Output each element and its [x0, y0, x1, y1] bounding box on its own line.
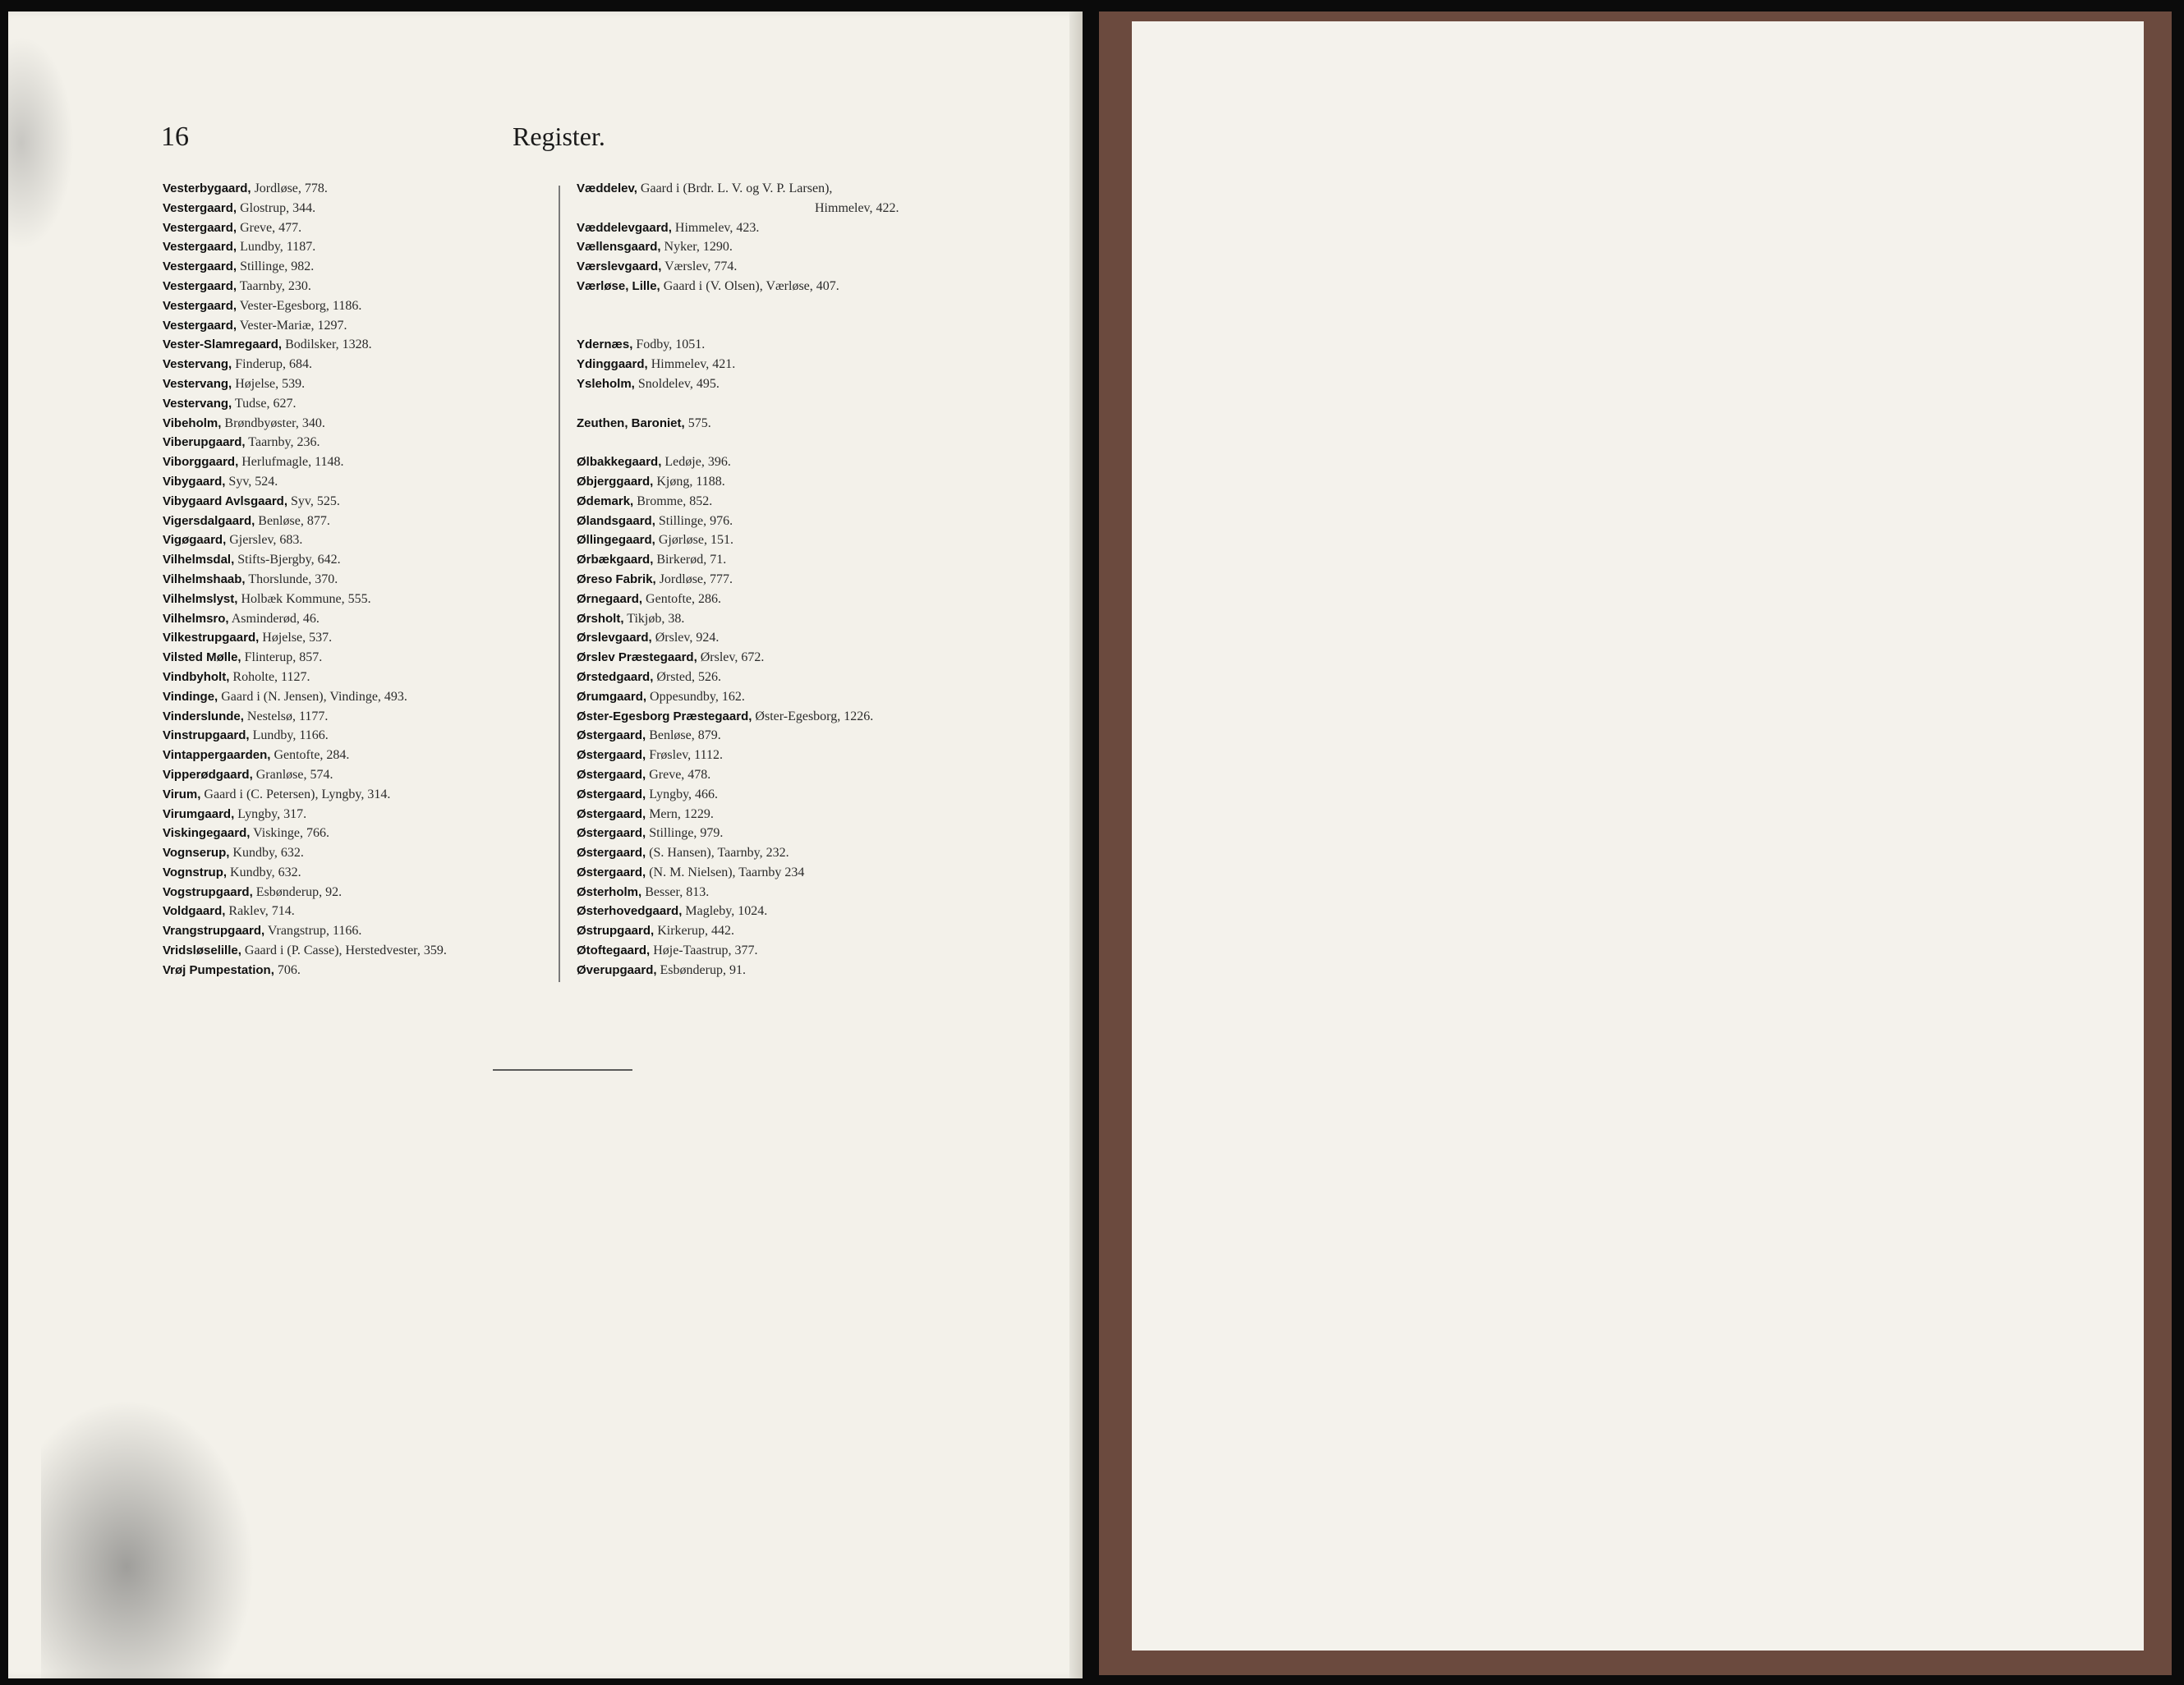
register-entry: [577, 824, 899, 843]
entry-name: Øtoftegaard,: [577, 944, 651, 958]
register-entry: [163, 492, 447, 512]
entry-location: Gaard i (C. Petersen), Lyngby, 314.: [200, 787, 391, 801]
register-entry: [163, 237, 447, 257]
entry-location: Mern, 1229.: [646, 806, 714, 821]
entry-spacer: [577, 296, 899, 316]
entry-location: Jordløse, 778.: [251, 181, 328, 195]
register-entry: [163, 668, 447, 687]
entry-name: Øreso Fabrik,: [577, 572, 656, 586]
entry-location: Stifts-Bjergby, 642.: [234, 553, 341, 567]
entry-name: Vibygaard,: [163, 474, 226, 489]
entry-name: Østergaard,: [577, 846, 646, 861]
entry-name: Østergaard,: [577, 767, 646, 782]
register-entry: [577, 570, 899, 590]
register-entry: [163, 785, 447, 805]
register-entry: [577, 726, 899, 746]
register-entry: [577, 277, 899, 296]
entry-location: Oppesundby, 162.: [646, 689, 745, 704]
entry-location: Esbønderup, 92.: [252, 884, 343, 899]
entry-location: Birkerød, 71.: [653, 553, 727, 567]
entry-location: Tudse, 627.: [232, 396, 297, 411]
entry-name: Vindinge,: [163, 689, 218, 704]
entry-location: Lyngby, 466.: [646, 787, 719, 801]
entry-name: Værløse, Lille,: [577, 278, 660, 293]
register-entry: [577, 530, 899, 550]
register-entry: [577, 746, 899, 765]
register-entry: [163, 335, 447, 355]
entry-name: Vester-Slamregaard,: [163, 337, 283, 352]
entry-location: 575.: [684, 416, 711, 430]
entry-name: Øverupgaard,: [577, 962, 657, 977]
register-entry: [163, 746, 447, 765]
entry-name: Vigersdalgaard,: [163, 513, 255, 528]
entry-spacer: [577, 433, 899, 452]
register-entry: [163, 590, 447, 609]
entry-name: Vestervang,: [163, 357, 232, 372]
entry-name: Vognserup,: [163, 846, 230, 861]
entry-name: Vogstrupgaard,: [163, 884, 253, 899]
entry-name: Vestergaard,: [163, 298, 237, 313]
register-entry: [163, 609, 447, 629]
entry-location: Vrangstrup, 1166.: [264, 924, 362, 939]
entry-location: Bodilsker, 1328.: [282, 337, 372, 352]
entry-name: Zeuthen, Baroniet,: [577, 416, 685, 430]
entry-location: Taarnby, 230.: [237, 278, 311, 293]
register-entry: [577, 550, 899, 570]
entry-location: Snoldelev, 495.: [634, 376, 720, 391]
entry-name: Østergaard,: [577, 865, 646, 879]
entry-name: Vilhelmslyst,: [163, 591, 238, 606]
entry-location: Taarnby, 236.: [245, 435, 320, 450]
register-entry: [163, 863, 447, 883]
register-column-left: [163, 179, 447, 980]
entry-name: Vrangstrupgaard,: [163, 924, 265, 939]
entry-name: Vinstrupgaard,: [163, 728, 250, 743]
register-entry: [577, 941, 899, 961]
register-entry: [163, 902, 447, 921]
register-entry: [577, 805, 899, 824]
entry-name: Virum,: [163, 787, 201, 801]
register-entry: [163, 550, 447, 570]
entry-name: Viborggaard,: [163, 455, 239, 470]
scan-smudge-bottom: [41, 1399, 255, 1678]
entry-location: Flinterup, 857.: [241, 650, 323, 665]
register-entry: [163, 941, 447, 961]
register-entry: [163, 628, 447, 648]
register-entry: [163, 374, 447, 394]
entry-location: Ørsted, 526.: [653, 669, 722, 684]
register-entry: [163, 199, 447, 218]
entry-location: Stillinge, 976.: [655, 513, 733, 528]
entry-location: Magleby, 1024.: [682, 904, 768, 919]
entry-location: Kundby, 632.: [227, 865, 301, 879]
entry-location: Kirkerup, 442.: [654, 924, 734, 939]
entry-name: Østergaard,: [577, 748, 646, 763]
entry-location: Højelse, 537.: [259, 631, 333, 645]
entry-name: Østrupgaard,: [577, 924, 655, 939]
entry-location: Raklev, 714.: [225, 904, 295, 919]
page-title: Register.: [513, 122, 605, 151]
entry-location: Gaard i (V. Olsen), Værløse, 407.: [660, 278, 839, 293]
entry-location: Besser, 813.: [641, 884, 710, 899]
entry-location: Vester-Mariæ, 1297.: [237, 318, 347, 333]
entry-name: Vestervang,: [163, 396, 232, 411]
entry-name: Vilhelmsdal,: [163, 553, 235, 567]
register-entry: [577, 707, 899, 727]
register-entry: [163, 296, 447, 316]
register-entry: [163, 472, 447, 492]
register-entry: [577, 414, 899, 434]
register-entry: [577, 257, 899, 277]
entry-name: Væddelevgaard,: [577, 220, 672, 235]
register-entry: [577, 961, 899, 980]
register-entry: [577, 237, 899, 257]
entry-location: Vester-Egesborg, 1186.: [237, 298, 362, 313]
entry-name: Øllingegaard,: [577, 533, 655, 548]
register-entry: [163, 257, 447, 277]
column-divider: [559, 186, 560, 982]
entry-name: Ørstedgaard,: [577, 669, 654, 684]
entry-location: Viskinge, 766.: [250, 826, 329, 841]
entry-name: Viberupgaard,: [163, 435, 246, 450]
entry-name: Vestergaard,: [163, 220, 237, 235]
register-entry: [577, 609, 899, 629]
entry-name: Ørslevgaard,: [577, 631, 652, 645]
register-entry: [163, 805, 447, 824]
entry-location: (S. Hansen), Taarnby, 232.: [646, 846, 789, 861]
entry-location: Thorslunde, 370.: [245, 572, 338, 586]
scan-smudge-top: [8, 36, 74, 250]
entry-location: Brøndbyøster, 340.: [221, 416, 325, 430]
register-entry: [577, 355, 899, 374]
entry-name: Vesterbygaard,: [163, 181, 251, 195]
entry-name: Østergaard,: [577, 728, 646, 743]
register-entry: [577, 492, 899, 512]
entry-name: Vibeholm,: [163, 416, 222, 430]
entry-location: Højelse, 539.: [232, 376, 306, 391]
entry-location: Frøslev, 1112.: [646, 748, 723, 763]
register-entry: [163, 316, 447, 336]
entry-name: Vognstrup,: [163, 865, 228, 879]
entry-name: Vintappergaarden,: [163, 748, 271, 763]
entry-location: Granløse, 574.: [252, 767, 333, 782]
register-entry: [577, 335, 899, 355]
entry-name: Vigøgaard,: [163, 533, 227, 548]
entry-location: Esbønderup, 91.: [656, 962, 746, 977]
right-page-cover: [1099, 11, 2172, 1675]
entry-name: Ørumgaard,: [577, 689, 647, 704]
register-entry: [577, 863, 899, 883]
register-entry: [163, 512, 447, 531]
entry-location: Ørslev, 924.: [651, 631, 720, 645]
register-entry: [163, 570, 447, 590]
entry-name: Vipperødgaard,: [163, 767, 253, 782]
register-entry: [163, 218, 447, 238]
register-entry: [163, 530, 447, 550]
entry-location: Syv, 524.: [225, 474, 278, 489]
register-entry: [577, 648, 899, 668]
register-entry: [577, 785, 899, 805]
entry-location: Himmelev, 423.: [671, 220, 760, 235]
register-entry: [163, 355, 447, 374]
register-column-right: [577, 179, 899, 980]
entry-location: Herlufmagle, 1148.: [238, 455, 344, 470]
register-entry: [163, 883, 447, 902]
entry-location: Glostrup, 344.: [237, 200, 316, 215]
entry-name: Øbjerggaard,: [577, 474, 654, 489]
entry-name: Vibygaard Avlsgaard,: [163, 494, 288, 508]
entry-name: Vilhelmsro,: [163, 611, 229, 626]
entry-name: Ørnegaard,: [577, 591, 643, 606]
entry-location: Øster-Egesborg, 1226.: [752, 709, 874, 723]
register-entry: [577, 472, 899, 492]
register-entry: [163, 394, 447, 414]
entry-spacer: [577, 394, 899, 414]
entry-name: Østerhovedgaard,: [577, 904, 683, 919]
register-entry: [577, 199, 899, 218]
entry-location: Roholte, 1127.: [229, 669, 310, 684]
page-number: 16: [161, 122, 189, 152]
entry-name: Vinderslunde,: [163, 709, 244, 723]
entry-location: Fodby, 1051.: [632, 337, 706, 352]
entry-name: Vestergaard,: [163, 200, 237, 215]
entry-location: Værslev, 774.: [661, 259, 738, 274]
entry-location: Gentofte, 286.: [642, 591, 722, 606]
entry-name: Vællensgaard,: [577, 240, 661, 255]
entry-location: Ørslev, 672.: [697, 650, 765, 665]
register-entry: [577, 218, 899, 238]
entry-name: Øster-Egesborg Præstegaard,: [577, 709, 752, 723]
register-entry: [163, 277, 447, 296]
blank-page: [1132, 21, 2144, 1651]
register-entry: [577, 765, 899, 785]
register-entry: [163, 921, 447, 941]
entry-location: Bromme, 852.: [633, 494, 713, 508]
page-gutter: [1069, 11, 1083, 1678]
entry-name: Viskingegaard,: [163, 826, 251, 841]
entry-location: Stillinge, 982.: [237, 259, 315, 274]
entry-spacer: [577, 316, 899, 336]
entry-name: Vilsted Mølle,: [163, 650, 241, 665]
entry-name: Værslevgaard,: [577, 259, 662, 274]
entry-location: Benløse, 877.: [255, 513, 330, 528]
register-entry: [577, 179, 899, 199]
register-entry: [163, 433, 447, 452]
register-entry: [577, 374, 899, 394]
register-entry: [163, 687, 447, 707]
entry-location: Gaard i (N. Jensen), Vindinge, 493.: [218, 689, 407, 704]
entry-location: Gentofte, 284.: [270, 748, 350, 763]
register-entry: [577, 452, 899, 472]
register-entry: [163, 452, 447, 472]
entry-location: Asminderød, 46.: [228, 611, 320, 626]
entry-name: Vilhelmshaab,: [163, 572, 246, 586]
entry-name: Ørsholt,: [577, 611, 624, 626]
entry-location: Greve, 478.: [646, 767, 711, 782]
entry-name: Vindbyholt,: [163, 669, 230, 684]
register-entry: [163, 961, 447, 980]
entry-name: Virumgaard,: [163, 806, 235, 821]
register-entry: [577, 843, 899, 863]
entry-location: Gjerslev, 683.: [226, 533, 303, 548]
register-entry: [577, 668, 899, 687]
entry-location: Himmelev, 422.: [815, 200, 899, 215]
entry-name: Ørslev Præstegaard,: [577, 650, 697, 665]
register-entry: [577, 921, 899, 941]
register-entry: [577, 590, 899, 609]
entry-name: Vridsløselille,: [163, 944, 241, 958]
entry-name: Vilkestrupgaard,: [163, 631, 260, 645]
entry-name: Voldgaard,: [163, 904, 226, 919]
register-entry: [163, 414, 447, 434]
end-rule: [493, 1069, 632, 1071]
entry-location: Jordløse, 777.: [655, 572, 733, 586]
entry-location: Ledøje, 396.: [661, 455, 731, 470]
entry-location: Tikjøb, 38.: [623, 611, 685, 626]
entry-name: Ysleholm,: [577, 376, 635, 391]
entry-location: Nyker, 1290.: [660, 240, 733, 255]
entry-name: Ørbækgaard,: [577, 553, 654, 567]
register-entry: [577, 902, 899, 921]
register-entry: [577, 883, 899, 902]
entry-location: Kjøng, 1188.: [653, 474, 725, 489]
register-entry: [577, 628, 899, 648]
entry-name: Vrøj Pumpestation,: [163, 962, 274, 977]
entry-location: Lyngby, 317.: [234, 806, 307, 821]
entry-name: Væddelev,: [577, 181, 637, 195]
entry-location: Gjørløse, 151.: [655, 533, 733, 548]
entry-location: Gaard i (P. Casse), Herstedvester, 359.: [241, 944, 447, 958]
register-entry: [163, 843, 447, 863]
entry-name: Vestergaard,: [163, 240, 237, 255]
register-entry: [577, 512, 899, 531]
entry-location: Gaard i (Brdr. L. V. og V. P. Larsen),: [637, 181, 833, 195]
entry-location: Holbæk Kommune, 555.: [237, 591, 371, 606]
entry-name: Ølbakkegaard,: [577, 455, 662, 470]
entry-name: Østergaard,: [577, 806, 646, 821]
entry-name: Ydinggaard,: [577, 357, 648, 372]
register-entry: [163, 648, 447, 668]
entry-location: Stillinge, 979.: [646, 826, 724, 841]
entry-name: Østerholm,: [577, 884, 642, 899]
entry-name: Østergaard,: [577, 826, 646, 841]
entry-location: Kundby, 632.: [229, 846, 304, 861]
register-entry: [163, 707, 447, 727]
register-entry: [577, 687, 899, 707]
entry-name: Vestergaard,: [163, 278, 237, 293]
entry-location: Himmelev, 421.: [647, 357, 736, 372]
entry-location: Lundby, 1166.: [249, 728, 329, 743]
entry-name: Ølandsgaard,: [577, 513, 655, 528]
register-entry: [163, 179, 447, 199]
register-entry: [163, 824, 447, 843]
entry-location: (N. M. Nielsen), Taarnby 234: [646, 865, 805, 879]
entry-location: Finderup, 684.: [232, 357, 312, 372]
entry-location: Syv, 525.: [287, 494, 340, 508]
entry-location: Lundby, 1187.: [237, 240, 316, 255]
entry-name: Vestergaard,: [163, 259, 237, 274]
entry-name: Ødemark,: [577, 494, 634, 508]
entry-location: Høje-Taastrup, 377.: [650, 944, 758, 958]
entry-location: Nestelsø, 1177.: [243, 709, 329, 723]
entry-location: Greve, 477.: [237, 220, 302, 235]
entry-name: Ydernæs,: [577, 337, 633, 352]
entry-location: Benløse, 879.: [646, 728, 721, 743]
entry-location: 706.: [274, 962, 301, 977]
entry-name: Østergaard,: [577, 787, 646, 801]
entry-name: Vestergaard,: [163, 318, 237, 333]
register-entry: [163, 765, 447, 785]
register-entry: [163, 726, 447, 746]
entry-name: Vestervang,: [163, 376, 232, 391]
